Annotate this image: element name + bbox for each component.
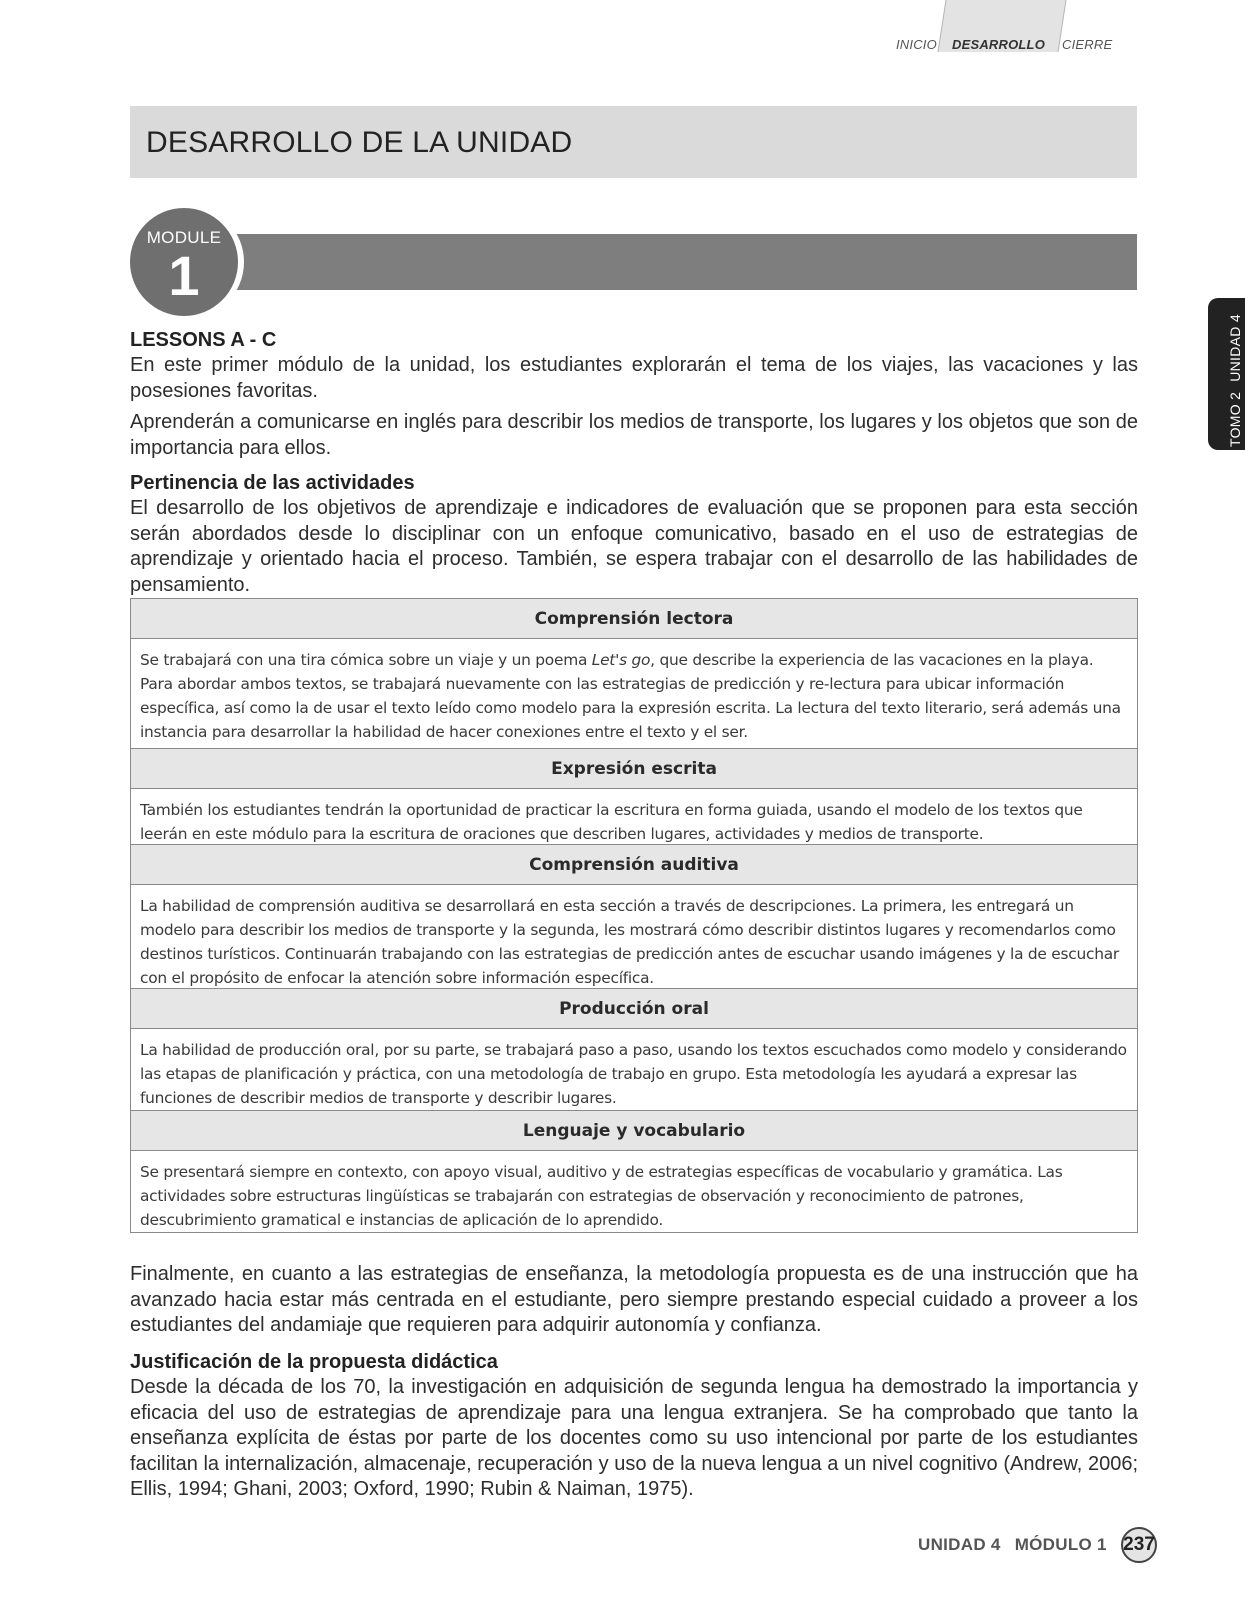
table-header-row: Producción oral [131, 989, 1137, 1029]
lessons-section [130, 328, 1138, 461]
finalmente-paragraph: Finalmente, en cuanto a las estrategias de enseñanza, la metodología propuesta es de una instrucción que ha avanzado hacia estar más centrada en el estudiante, pero siempre prestando especial cuidado a proveer a los estudiantes del andamiaje que requieren para adquirir autonomía y confianza. [130, 1263, 1138, 1336]
section-nav-tabs [896, 0, 1140, 60]
section-banner [130, 106, 1137, 178]
tab-cierre[interactable]: CIERRE [1062, 37, 1113, 52]
table-cell: La habilidad de comprensión auditiva se desarrollará en esta sección a través de descripciones. La primera, les entregará un modelo para describir los medios de transporte y la segunda, les mostrará cómo describir distintos lugares y recomendarlos como destinos turísticos. Continuarán trabajando con las estrategias de predicción antes de escuchar usando imágenes y la de escuchar con el propósito de enfocar la atención sobre información específica. [131, 885, 1137, 989]
finalmente-section [130, 1262, 1138, 1339]
justificacion-section [130, 1350, 1138, 1503]
page-footer [918, 1535, 1121, 1555]
lessons-paragraph: En este primer módulo de la unidad, los estudiantes explorarán el tema de los viajes, las vacaciones y las posesiones favoritas. [130, 354, 1138, 402]
tab-inicio[interactable]: INICIO [896, 37, 937, 52]
side-tab-label [1227, 304, 1243, 447]
page-number: 237 [1121, 1527, 1157, 1563]
justificacion-paragraph: Desde la década de los 70, la investigación en adquisición de segunda lengua ha demostrado la importancia y eficacia del uso de estrategias de aprendizaje para una lengua extranjera. Se ha comprobado que tanto la enseñanza explícita de éstas por parte de los docentes como su uso intencional por parte de los estudiantes facilitan la internalización, almacenaje, recuperación y uso de la nueva lengua a un nivel cognitivo (Andrew, 2006; Ellis, 1994; Ghani, 2003; Oxford, 1990; Rubin & Naiman, 1975). [130, 1376, 1138, 1500]
tab-desarrollo[interactable]: DESARROLLO [952, 37, 1045, 52]
table-cell [131, 639, 1137, 749]
table-header-row: Lenguaje y vocabulario [131, 1111, 1137, 1151]
side-tab-tomo: TOMO 2 [1227, 391, 1243, 447]
table-header-row: Expresión escrita [131, 749, 1137, 789]
lessons-paragraph: Aprenderán a comunicarse en inglés para describir los medios de transporte, los lugares y los objetos que son de importancia para ellos. [130, 411, 1138, 459]
pertinencia-section [130, 471, 1138, 598]
poem-title: Let's go [591, 651, 651, 669]
module-word: MODULE [146, 228, 222, 247]
pertinencia-paragraph: El desarrollo de los objetivos de aprendizaje e indicadores de evaluación que se proponen para esta sección serán abordados desde lo disciplinar con un enfoque comunicativo, basado en el uso de estrategias de aprendizaje y orientado hacia el proceso. También, se espera trabajar con el desarrollo de las habilidades de pensamiento. [130, 497, 1138, 596]
module-number: 1 [168, 244, 200, 307]
table-header-row: Comprensión lectora [131, 599, 1137, 639]
section-title: DESARROLLO DE LA UNIDAD [146, 126, 573, 159]
module-bar [225, 234, 1137, 290]
table-cell: Se presentará siempre en contexto, con apoyo visual, auditivo y de estrategias específicas de vocabulario y gramática. Las actividades sobre estructuras lingüísticas se trabajarán con estrategias de observación y reconocimiento de patrones, descubrimiento gramatical e instancias de aplicación de lo aprendido. [140, 1163, 1063, 1229]
table-cell: La habilidad de producción oral, por su parte, se trabajará paso a paso, usando los textos escuchados como modelo y considerando las etapas de planificación y práctica, con una metodología de trabajo en grupo. Esta metodología les ayudará a expresar las funciones de describir medios de transporte y describir lugares. [131, 1029, 1137, 1111]
table-cell: También los estudiantes tendrán la oportunidad de practicar la escritura en forma guiada, usando el modelo de los textos que leerán en este módulo para la escritura de oraciones que describen lugares, actividades y medios de transporte. [131, 789, 1137, 845]
module-badge [130, 208, 238, 316]
pertinencia-heading: Pertinencia de las actividades [130, 472, 415, 494]
table-cell-text: , que describe la experiencia de las vacaciones en la playa. Para abordar ambos textos, se trabajará nuevamente con las estrategias de predicción y re-lectura para ubicar información específica, así como la de usar el texto leído como modelo para la expresión escrita. La lectura del texto literario, será además una instancia para desarrollar la habilidad de hacer conexiones entre el texto y el ser. [140, 651, 1121, 741]
footer-unidad: UNIDAD 4 [918, 1535, 1001, 1554]
table-cell-text: Se trabajará con una tira cómica sobre un viaje y un poema [140, 651, 592, 669]
skills-table [130, 598, 1138, 1233]
table-header-row: Comprensión auditiva [131, 845, 1137, 885]
footer-modulo: MÓDULO 1 [1014, 1535, 1107, 1554]
lessons-heading: LESSONS A - C [130, 329, 277, 351]
justificacion-heading: Justificación de la propuesta didáctica [130, 1351, 498, 1373]
side-tab-unidad: UNIDAD 4 [1227, 314, 1243, 382]
